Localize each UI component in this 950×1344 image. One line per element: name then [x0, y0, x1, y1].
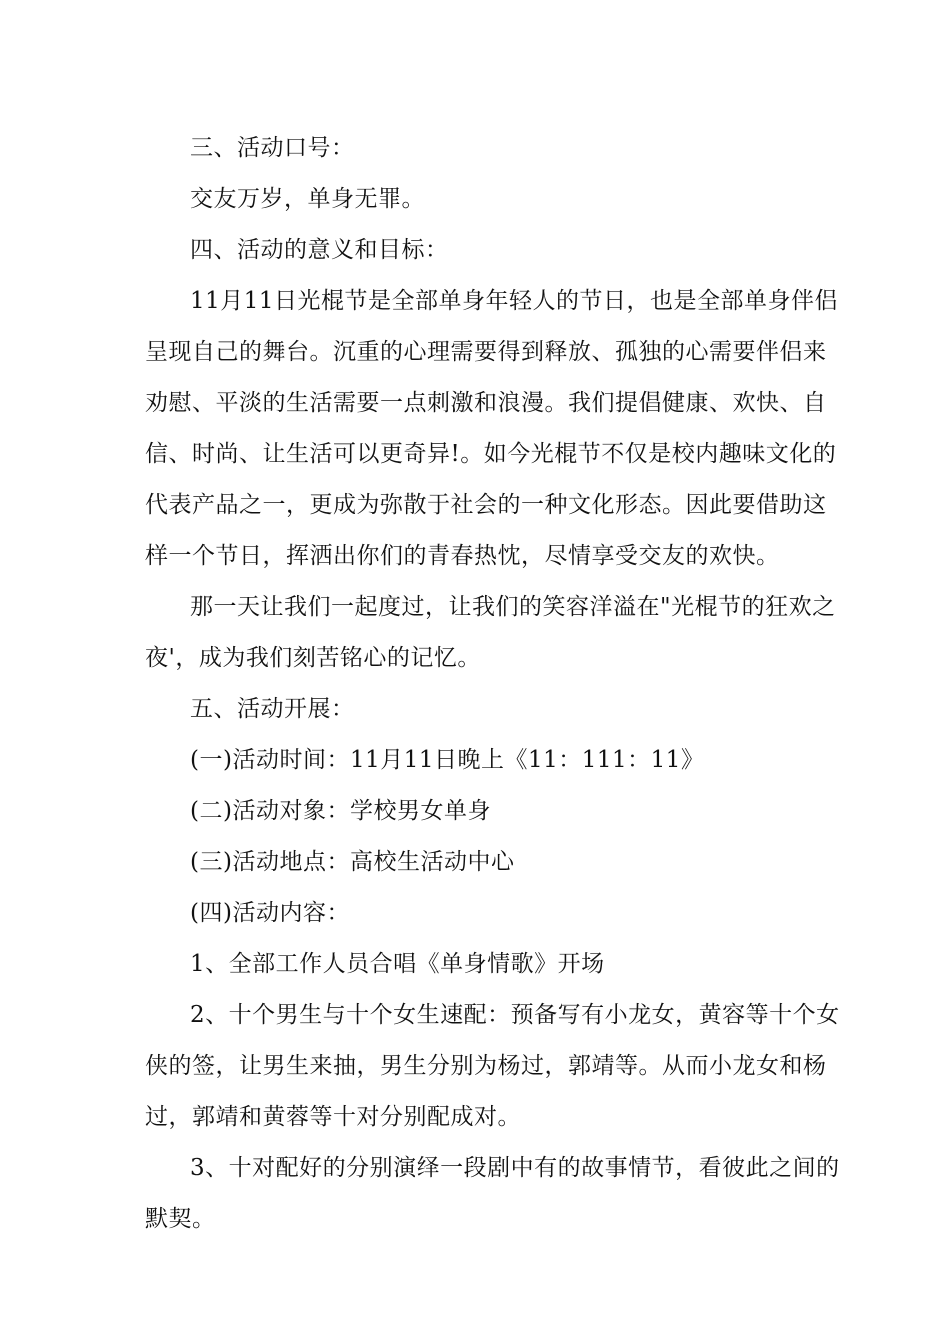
paragraph-line: 呈现自己的舞台。沉重的心理需要得到释放、孤独的心需要伴侣来: [145, 339, 827, 365]
section-heading-slogan: 三、活动口号：: [190, 135, 355, 161]
activity-time: (一)活动时间：11月11日晚上《11：111：11》: [190, 747, 705, 773]
slogan-text: 交友万岁，单身无罪。: [190, 186, 425, 212]
document-body: [145, 123, 840, 1245]
paragraph-line: 代表产品之一，更成为弥散于社会的一种文化形态。因此要借助这: [145, 492, 827, 518]
activity-location: (三)活动地点：高校生活动中心: [190, 849, 515, 875]
list-item-continuation: 侠的签，让男生来抽，男生分别为杨过，郭靖等。从而小龙女和杨: [145, 1053, 827, 1079]
list-item-continuation: 默契。: [145, 1206, 216, 1232]
list-item: 3、十对配好的分别演绎一段剧中有的故事情节，看彼此之间的: [190, 1155, 840, 1181]
paragraph-line: 11月11日光棍节是全部单身年轻人的节日，也是全部单身伴侣: [190, 288, 839, 314]
paragraph-line: 劝慰、平淡的生活需要一点刺激和浪漫。我们提倡健康、欢快、自: [145, 390, 827, 416]
list-item: 2、十个男生与十个女生速配：预备写有小龙女，黄容等十个女: [190, 1002, 840, 1028]
section-heading-meaning: 四、活动的意义和目标：: [190, 237, 449, 263]
list-item-continuation: 过，郭靖和黄蓉等十对分别配成对。: [145, 1104, 521, 1130]
paragraph-line: 信、时尚、让生活可以更奇异!。如今光棍节不仅是校内趣味文化的: [145, 441, 837, 467]
list-item: 1、全部工作人员合唱《单身情歌》开场: [190, 951, 605, 977]
paragraph-line: 样一个节日，挥洒出你们的青春热忱，尽情享受交友的欢快。: [145, 543, 780, 569]
activity-target: (二)活动对象：学校男女单身: [190, 798, 491, 824]
paragraph-line: 那一天让我们一起度过，让我们的笑容洋溢在"光棍节的狂欢之: [190, 594, 836, 620]
section-heading-activities: 五、活动开展：: [190, 696, 355, 722]
paragraph-line: 夜'，成为我们刻苦铭心的记忆。: [145, 645, 481, 671]
activity-content-heading: (四)活动内容：: [190, 900, 350, 926]
